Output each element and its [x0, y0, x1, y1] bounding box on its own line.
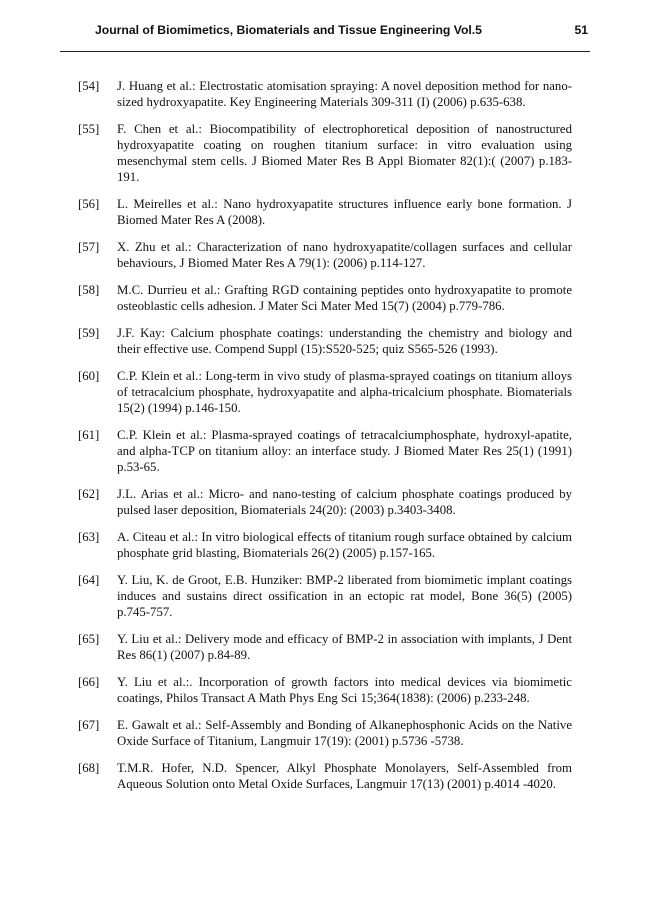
- page-number: 51: [574, 23, 588, 37]
- running-header: [60, 23, 590, 41]
- reference-number: [68]: [78, 761, 100, 775]
- reference-item: [78, 239, 572, 271]
- reference-number: [60]: [78, 369, 100, 383]
- reference-text: A. Citeau et al.: In vitro biological effects of titanium rough surface obtained by calcium phosphate grid blasting, Biomaterials 26(2) (2005) p.157-165.: [117, 530, 572, 560]
- reference-text: Y. Liu, K. de Groot, E.B. Hunziker: BMP-2 liberated from biomimetic implant coatings induces and sustains direct ossification in an ectopic rat model, Bone 36(5) (2005) p.745-757.: [117, 573, 572, 619]
- reference-number: [61]: [78, 428, 100, 442]
- reference-text: J. Huang et al.: Electrostatic atomisation spraying: A novel deposition method for nano-sized hydroxyapatite. Key Engineering Materials 309-311 (I) (2006) p.635-638.: [117, 79, 572, 109]
- reference-number: [62]: [78, 487, 100, 501]
- header-divider: [60, 51, 590, 52]
- reference-item: [78, 572, 572, 620]
- reference-text: T.M.R. Hofer, N.D. Spencer, Alkyl Phosphate Monolayers, Self-Assembled from Aqueous Solution onto Metal Oxide Surfaces, Langmuir 17(13) (2001) p.4014 -4020.: [117, 761, 572, 791]
- reference-text: J.L. Arias et al.: Micro- and nano-testing of calcium phosphate coatings produced by pulsed laser deposition, Biomaterials 24(20): (2003) p.3403-3408.: [117, 487, 572, 517]
- reference-text: M.C. Durrieu et al.: Grafting RGD containing peptides onto hydroxyapatite to promote osteoblastic cells adhesion. J Mater Sci Mater Med 15(7) (2004) p.779-786.: [117, 283, 572, 313]
- reference-text: F. Chen et al.: Biocompatibility of electrophoretical deposition of nanostructured hydroxyapatite coating on roughen titanium surface: in vitro evaluation using mesenchymal stem cells. J Biomed Mater Res B Appl Biomater 82(1):( (2007) p.183-191.: [117, 122, 572, 184]
- reference-text: C.P. Klein et al.: Plasma-sprayed coatings of tetracalciumphosphate, hydroxyl-apatite, and alpha-TCP on titanium alloy: an interface study. J Biomed Mater Res 25(1) (1991) p.53-65.: [117, 428, 572, 474]
- reference-item: [78, 427, 572, 475]
- reference-number: [56]: [78, 197, 100, 211]
- reference-item: [78, 486, 572, 518]
- reference-item: [78, 529, 572, 561]
- journal-title: Journal of Biomimetics, Biomaterials and Tissue Engineering Vol.5: [95, 23, 482, 37]
- reference-number: [57]: [78, 240, 100, 254]
- reference-number: [67]: [78, 718, 100, 732]
- reference-number: [66]: [78, 675, 100, 689]
- reference-number: [64]: [78, 573, 100, 587]
- reference-text: Y. Liu et al.: Delivery mode and efficacy of BMP-2 in association with implants, J Dent Res 86(1) (2007) p.84-89.: [117, 632, 572, 662]
- reference-text: E. Gawalt et al.: Self-Assembly and Bonding of Alkanephosphonic Acids on the Native Oxide Surface of Titanium, Langmuir 17(19): (2001) p.5736 -5738.: [117, 718, 572, 748]
- reference-number: [54]: [78, 79, 100, 93]
- reference-item: [78, 282, 572, 314]
- reference-item: [78, 121, 572, 185]
- reference-list: [78, 78, 572, 803]
- reference-number: [58]: [78, 283, 100, 297]
- reference-item: [78, 760, 572, 792]
- reference-item: [78, 717, 572, 749]
- reference-text: C.P. Klein et al.: Long-term in vivo study of plasma-sprayed coatings on titanium alloys of tetracalcium phosphate, hydroxyapatite and alpha-tricalcium phosphate. Biomaterials 15(2) (1994) p.146-150.: [117, 369, 572, 415]
- reference-item: [78, 368, 572, 416]
- reference-number: [59]: [78, 326, 100, 340]
- reference-text: L. Meirelles et al.: Nano hydroxyapatite structures influence early bone formation. J Biomed Mater Res A (2008).: [117, 197, 572, 227]
- reference-item: [78, 325, 572, 357]
- reference-item: [78, 78, 572, 110]
- reference-number: [65]: [78, 632, 100, 646]
- reference-item: [78, 631, 572, 663]
- reference-text: Y. Liu et al.:. Incorporation of growth factors into medical devices via biomimetic coatings, Philos Transact A Math Phys Eng Sci 15;364(1838): (2006) p.233-248.: [117, 675, 572, 705]
- reference-text: J.F. Kay: Calcium phosphate coatings: understanding the chemistry and biology and their effective use. Compend Suppl (15):S520-525; quiz S565-526 (1993).: [117, 326, 572, 356]
- reference-number: [55]: [78, 122, 100, 136]
- reference-text: X. Zhu et al.: Characterization of nano hydroxyapatite/collagen surfaces and cellular behaviours, J Biomed Mater Res A 79(1): (2006) p.114-127.: [117, 240, 572, 270]
- reference-item: [78, 674, 572, 706]
- reference-number: [63]: [78, 530, 100, 544]
- reference-item: [78, 196, 572, 228]
